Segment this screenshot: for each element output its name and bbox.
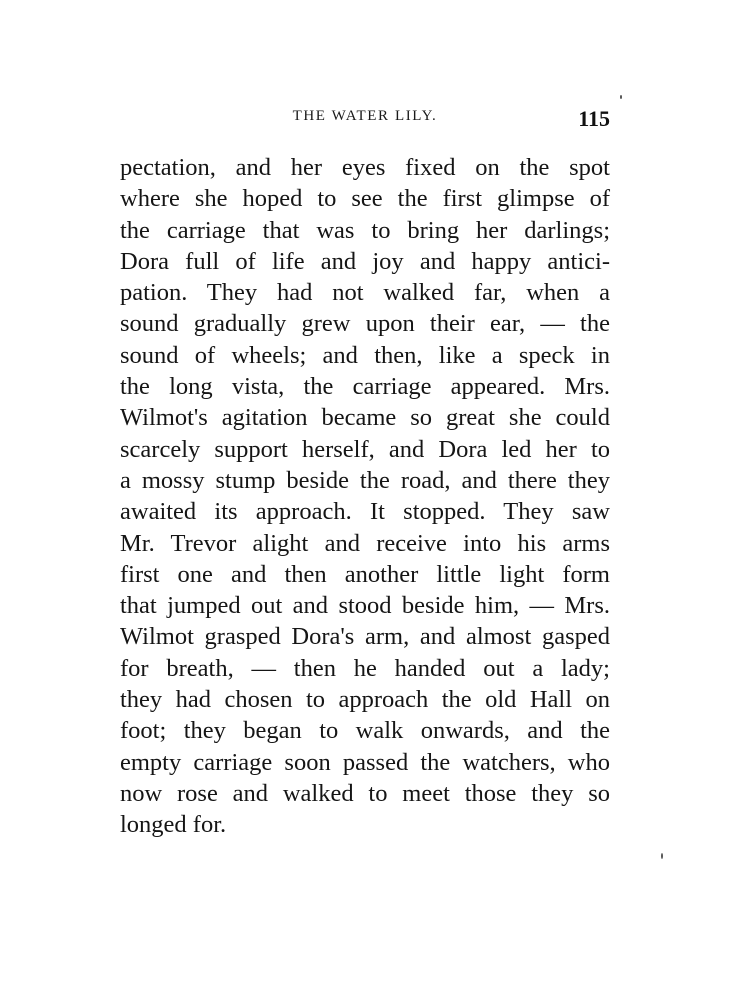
- text-line: Mr. Trevor alight and receive into his arms: [120, 529, 610, 557]
- running-title: THE WATER LILY.: [292, 108, 438, 124]
- text-line: scarcely support herself, and Dora led her to: [120, 435, 610, 463]
- text-line: the carriage that was to bring her darlings;: [120, 216, 610, 244]
- text-line: they had chosen to approach the old Hall on: [120, 686, 610, 714]
- text-line: pation. They had not walked far, when a: [120, 279, 610, 307]
- body-text: [120, 152, 610, 841]
- text-line: sound gradually grew upon their ear, — the: [120, 310, 610, 338]
- scan-speck: [620, 95, 622, 99]
- text-line: pectation, and her eyes fixed on the spot: [120, 154, 610, 181]
- text-line: longed for.: [120, 811, 227, 839]
- running-head: [120, 106, 610, 136]
- page-number: 115: [578, 106, 610, 131]
- text-line: now rose and walked to meet those they so: [120, 779, 610, 807]
- scan-speck: [661, 853, 663, 859]
- text-line: Wilmot's agitation became so great she could: [120, 404, 610, 432]
- text-line: for breath, — then he handed out a lady;: [120, 654, 610, 682]
- text-line: a mossy stump beside the road, and there they: [120, 466, 610, 494]
- text-line: first one and then another little light form: [120, 560, 610, 588]
- text-line: that jumped out and stood beside him, — Mrs.: [120, 592, 610, 620]
- text-line: Wilmot grasped Dora's arm, and almost gasped: [120, 623, 610, 651]
- text-line: empty carriage soon passed the watchers, who: [120, 748, 610, 776]
- text-line: where she hoped to see the first glimpse of: [120, 185, 610, 213]
- text-line: foot; they began to walk onwards, and the: [120, 717, 610, 745]
- text-line: Dora full of life and joy and happy antici-: [120, 247, 610, 275]
- text-line: sound of wheels; and then, like a speck in: [120, 341, 610, 369]
- text-line: the long vista, the carriage appeared. Mrs.: [120, 373, 610, 401]
- text-line: awaited its approach. It stopped. They saw: [120, 498, 610, 526]
